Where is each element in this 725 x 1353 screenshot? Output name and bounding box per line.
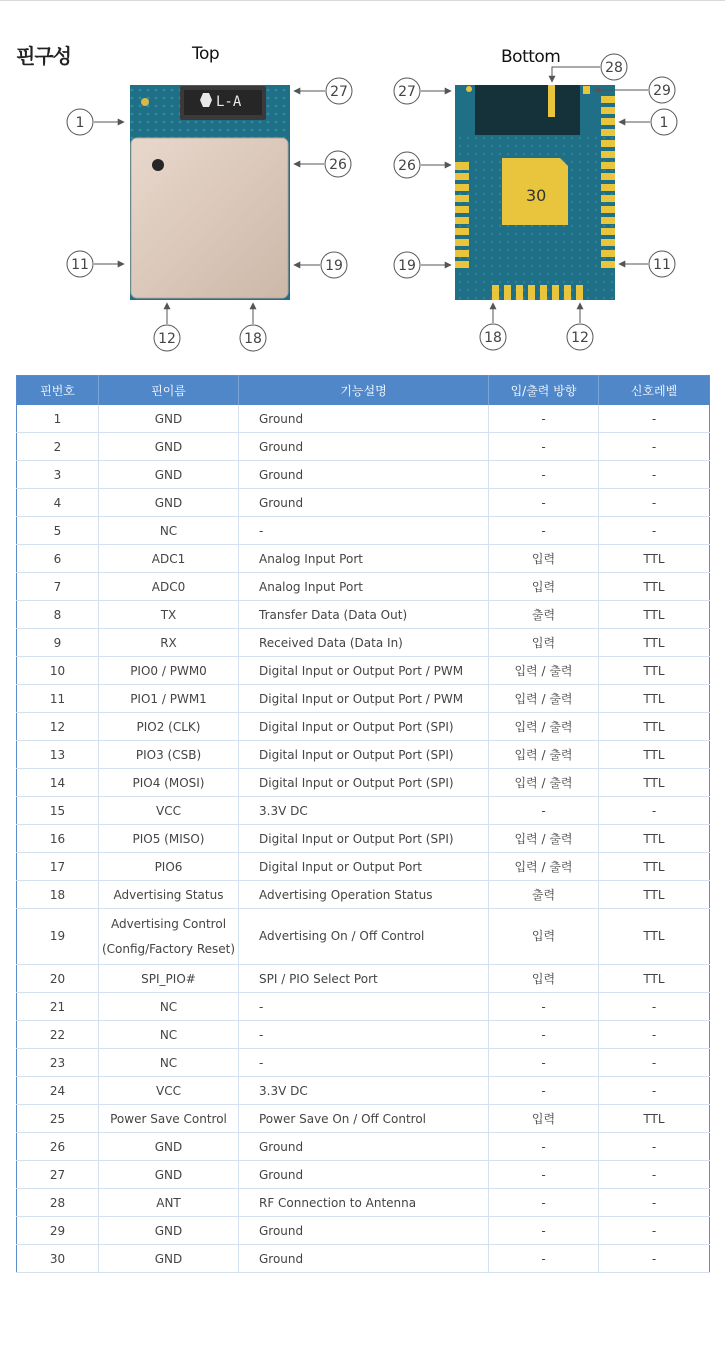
module-diagram (0, 60, 725, 360)
svg-text:29: 29 (653, 83, 671, 99)
cell-signal-level: TTL (599, 741, 710, 769)
cell-function: Digital Input or Output Port (SPI) (239, 825, 489, 853)
cell-function: Analog Input Port (239, 545, 489, 573)
cell-pin-name: PIO5 (MISO) (99, 825, 239, 853)
cell-function: Ground (239, 405, 489, 433)
table-row (17, 657, 710, 685)
cell-signal-level: - (599, 461, 710, 489)
cell-function: SPI / PIO Select Port (239, 965, 489, 993)
svg-text:19: 19 (398, 258, 416, 274)
cell-pin-name: GND (99, 489, 239, 517)
cell-function: Ground (239, 489, 489, 517)
table-row (17, 433, 710, 461)
center-pad-number: 30 (526, 186, 547, 205)
cell-direction: 입력 (489, 629, 599, 657)
cell-direction: 출력 (489, 881, 599, 909)
table-row (17, 1021, 710, 1049)
table-row (17, 1133, 710, 1161)
cell-function: Transfer Data (Data Out) (239, 601, 489, 629)
cell-direction: - (489, 1161, 599, 1189)
cell-pin-number: 3 (17, 461, 99, 489)
cell-direction: - (489, 433, 599, 461)
cell-pin-number: 22 (17, 1021, 99, 1049)
cell-pin-number: 7 (17, 573, 99, 601)
cell-signal-level: TTL (599, 629, 710, 657)
header-pin-name: 핀이름 (99, 376, 239, 406)
cell-direction: - (489, 1245, 599, 1273)
table-row (17, 769, 710, 797)
cell-direction: 입력 (489, 573, 599, 601)
table-row (17, 1161, 710, 1189)
cell-signal-level: TTL (599, 825, 710, 853)
cell-function: Digital Input or Output Port / PWM (239, 657, 489, 685)
cell-signal-level: TTL (599, 881, 710, 909)
cell-pin-name: ADC0 (99, 573, 239, 601)
cell-function: Ground (239, 1217, 489, 1245)
cell-function: Received Data (Data In) (239, 629, 489, 657)
cell-signal-level: TTL (599, 685, 710, 713)
cell-pin-name: PIO3 (CSB) (99, 741, 239, 769)
cell-pin-name: PIO6 (99, 853, 239, 881)
cell-function: 3.3V DC (239, 1077, 489, 1105)
cell-direction: 입력 (489, 545, 599, 573)
cell-function: Digital Input or Output Port (SPI) (239, 741, 489, 769)
svg-text:26: 26 (329, 157, 347, 173)
cell-function: - (239, 1021, 489, 1049)
cell-pin-name: RX (99, 629, 239, 657)
cell-function: Ground (239, 461, 489, 489)
cell-pin-number: 27 (17, 1161, 99, 1189)
table-header-row (17, 376, 710, 406)
cell-pin-name: GND (99, 1245, 239, 1273)
svg-text:27: 27 (330, 84, 348, 100)
svg-text:18: 18 (484, 330, 502, 346)
cell-function: Ground (239, 1161, 489, 1189)
cell-pin-name: Advertising Status (99, 881, 239, 909)
cell-pin-number: 28 (17, 1189, 99, 1217)
cell-signal-level: - (599, 1133, 710, 1161)
svg-text:27: 27 (398, 84, 416, 100)
chip-marking: L-A (216, 94, 242, 110)
cell-pin-name: GND (99, 1133, 239, 1161)
table-row (17, 741, 710, 769)
cell-pin-name: SPI_PIO# (99, 965, 239, 993)
cell-function: - (239, 1049, 489, 1077)
cell-pin-number: 14 (17, 769, 99, 797)
section-title: 핀구성 (16, 44, 71, 68)
table-row (17, 685, 710, 713)
cell-signal-level: - (599, 1077, 710, 1105)
table-row (17, 601, 710, 629)
cell-signal-level: TTL (599, 909, 710, 965)
cell-direction: - (489, 1133, 599, 1161)
cell-signal-level: TTL (599, 853, 710, 881)
cell-pin-name: GND (99, 405, 239, 433)
header-function: 기능설명 (239, 376, 489, 406)
cell-pin-number: 8 (17, 601, 99, 629)
cell-function: Digital Input or Output Port (239, 853, 489, 881)
cell-direction: 입력 (489, 909, 599, 965)
cell-direction: 입력 / 출력 (489, 741, 599, 769)
cell-signal-level: - (599, 1217, 710, 1245)
cell-pin-name: PIO4 (MOSI) (99, 769, 239, 797)
cell-function: Power Save On / Off Control (239, 1105, 489, 1133)
cell-signal-level: TTL (599, 601, 710, 629)
cell-pin-number: 9 (17, 629, 99, 657)
cell-pin-number: 13 (17, 741, 99, 769)
cell-direction: - (489, 993, 599, 1021)
table-row (17, 545, 710, 573)
cell-direction: - (489, 1049, 599, 1077)
cell-signal-level: TTL (599, 713, 710, 741)
cell-pin-number: 24 (17, 1077, 99, 1105)
cell-pin-name: NC (99, 993, 239, 1021)
cell-pin-name: GND (99, 433, 239, 461)
cell-function: - (239, 517, 489, 545)
cell-pin-number: 2 (17, 433, 99, 461)
cell-signal-level: TTL (599, 965, 710, 993)
cell-function: RF Connection to Antenna (239, 1189, 489, 1217)
svg-text:11: 11 (71, 257, 89, 273)
table-row (17, 1077, 710, 1105)
cell-function: Analog Input Port (239, 573, 489, 601)
cell-signal-level: - (599, 1189, 710, 1217)
cell-pin-name: PIO0 / PWM0 (99, 657, 239, 685)
cell-function: Ground (239, 1133, 489, 1161)
cell-direction: 입력 / 출력 (489, 769, 599, 797)
svg-text:11: 11 (653, 257, 671, 273)
cell-function: - (239, 993, 489, 1021)
cell-pin-name: PIO1 / PWM1 (99, 685, 239, 713)
cell-pin-name: ADC1 (99, 545, 239, 573)
cell-direction: 입력 / 출력 (489, 853, 599, 881)
cell-signal-level: - (599, 517, 710, 545)
svg-text:12: 12 (158, 331, 176, 347)
table-row (17, 713, 710, 741)
bottom-view-label: Bottom (501, 47, 561, 67)
table-row (17, 825, 710, 853)
cell-pin-number: 5 (17, 517, 99, 545)
svg-text:19: 19 (325, 258, 343, 274)
cell-function: Digital Input or Output Port / PWM (239, 685, 489, 713)
cell-signal-level: - (599, 1049, 710, 1077)
cell-function: 3.3V DC (239, 797, 489, 825)
cell-pin-number: 20 (17, 965, 99, 993)
cell-direction: - (489, 1217, 599, 1245)
cell-pin-name: GND (99, 1217, 239, 1245)
cell-pin-number: 1 (17, 405, 99, 433)
cell-signal-level: - (599, 405, 710, 433)
cell-signal-level: - (599, 1161, 710, 1189)
cell-signal-level: - (599, 1021, 710, 1049)
table-row (17, 1189, 710, 1217)
cell-pin-number: 23 (17, 1049, 99, 1077)
cell-direction: 입력 / 출력 (489, 713, 599, 741)
table-row (17, 881, 710, 909)
cell-pin-number: 17 (17, 853, 99, 881)
top-view-label: Top (192, 44, 220, 64)
cell-direction: 출력 (489, 601, 599, 629)
cell-pin-number: 12 (17, 713, 99, 741)
table-row (17, 993, 710, 1021)
cell-pin-name: Advertising Control (Config/Factory Reset) (99, 909, 239, 965)
cell-pin-number: 11 (17, 685, 99, 713)
top-view-module (130, 85, 290, 300)
cell-signal-level: - (599, 489, 710, 517)
cell-pin-name: TX (99, 601, 239, 629)
svg-text:1: 1 (75, 115, 85, 131)
table-row (17, 1105, 710, 1133)
top-divider (0, 0, 725, 1)
table-row (17, 1245, 710, 1273)
cell-pin-number: 15 (17, 797, 99, 825)
cell-pin-number: 18 (17, 881, 99, 909)
cell-pin-number: 4 (17, 489, 99, 517)
cell-pin-name: NC (99, 517, 239, 545)
cell-pin-number: 29 (17, 1217, 99, 1245)
cell-signal-level: TTL (599, 769, 710, 797)
cell-pin-name: VCC (99, 797, 239, 825)
cell-signal-level: - (599, 797, 710, 825)
cell-direction: 입력 / 출력 (489, 825, 599, 853)
cell-function: Digital Input or Output Port (SPI) (239, 713, 489, 741)
table-row (17, 797, 710, 825)
cell-direction: 입력 (489, 1105, 599, 1133)
cell-pin-name: GND (99, 461, 239, 489)
cell-direction: - (489, 797, 599, 825)
cell-pin-number: 16 (17, 825, 99, 853)
cell-direction: - (489, 461, 599, 489)
table-row (17, 573, 710, 601)
svg-text:1: 1 (659, 115, 669, 131)
table-row (17, 965, 710, 993)
table-row (17, 1049, 710, 1077)
cell-function: Digital Input or Output Port (SPI) (239, 769, 489, 797)
cell-direction: - (489, 517, 599, 545)
cell-signal-level: TTL (599, 545, 710, 573)
table-row (17, 853, 710, 881)
cell-pin-name: NC (99, 1021, 239, 1049)
cell-signal-level: TTL (599, 573, 710, 601)
cell-signal-level: TTL (599, 1105, 710, 1133)
table-row (17, 517, 710, 545)
table-row (17, 629, 710, 657)
cell-pin-number: 30 (17, 1245, 99, 1273)
cell-signal-level: TTL (599, 657, 710, 685)
svg-text:28: 28 (605, 60, 623, 76)
svg-text:26: 26 (398, 158, 416, 174)
cell-pin-number: 10 (17, 657, 99, 685)
cell-signal-level: - (599, 1245, 710, 1273)
table-row (17, 909, 710, 965)
header-signal-level: 신호레벨 (599, 376, 710, 406)
cell-pin-number: 26 (17, 1133, 99, 1161)
cell-pin-name: Power Save Control (99, 1105, 239, 1133)
cell-pin-name: NC (99, 1049, 239, 1077)
cell-pin-name: ANT (99, 1189, 239, 1217)
header-direction: 입/출력 방향 (489, 376, 599, 406)
cell-signal-level: - (599, 993, 710, 1021)
cell-pin-name: PIO2 (CLK) (99, 713, 239, 741)
cell-pin-number: 6 (17, 545, 99, 573)
svg-text:18: 18 (244, 331, 262, 347)
cell-direction: - (489, 1077, 599, 1105)
table-row (17, 405, 710, 433)
svg-text:12: 12 (571, 330, 589, 346)
cell-pin-name: VCC (99, 1077, 239, 1105)
bottom-view-module (455, 85, 615, 300)
cell-function: Ground (239, 433, 489, 461)
cell-pin-name: GND (99, 1161, 239, 1189)
table-row (17, 1217, 710, 1245)
cell-signal-level: - (599, 433, 710, 461)
header-pin-number: 핀번호 (17, 376, 99, 406)
cell-function: Ground (239, 1245, 489, 1273)
cell-pin-number: 21 (17, 993, 99, 1021)
table-row (17, 489, 710, 517)
cell-direction: - (489, 489, 599, 517)
cell-direction: 입력 (489, 965, 599, 993)
cell-direction: - (489, 405, 599, 433)
cell-direction: 입력 / 출력 (489, 657, 599, 685)
cell-pin-number: 25 (17, 1105, 99, 1133)
cell-direction: - (489, 1021, 599, 1049)
cell-function: Advertising Operation Status (239, 881, 489, 909)
cell-pin-number: 19 (17, 909, 99, 965)
cell-direction: - (489, 1189, 599, 1217)
cell-function: Advertising On / Off Control (239, 909, 489, 965)
cell-direction: 입력 / 출력 (489, 685, 599, 713)
table-row (17, 461, 710, 489)
pin-table (16, 375, 710, 1273)
